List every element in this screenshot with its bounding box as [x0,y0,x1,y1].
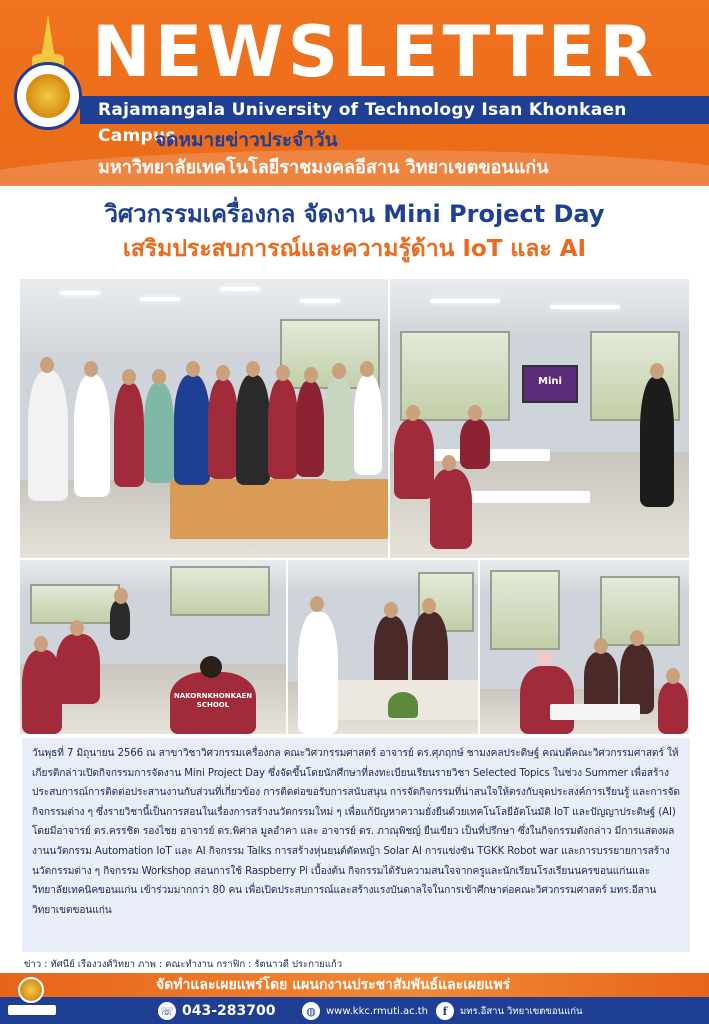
school-shirt-text: NAKORNKHONKAEN SCHOOL [170,672,256,734]
headline-main: วิศวกรรมเครื่องกล จัดงาน Mini Project Day [104,200,605,228]
article-paragraph: วันพุธที่ 7 มิถุนายน 2566 ณ สาขาวิชาวิศวกรรมเครื่องกล คณะวิศวกรรมศาสตร์ อาจารย์ ดร.ศุภฤกษ์ ชามงคลประดิษฐ์ คณบดีคณะวิศวกรรมศาสตร์ ให้เกียรติกล่าวเปิดกิจกรรมการจัดงาน Mini Project Day ซึ่งจัดขึ้นโดยนักศึกษาที่ลงทะเบียนเรียนรายวิชา Selected Topics ในช่วง Summer เพื่อสร้างประสบการณ์การติดต่อประสานงานกับส่วนที่เกี่ยวข้อง การติดต่อขอรับการสนับสนุน การจัดกิจกรรมที่น่าสนใจให้ตรงกับจุดประสงค์การเรียนรู้ และการจัดกิจกรรมต่าง ๆ ซึ่งรายวิชานี้เป็นการสอนในเรื่องการสร้างนวัตกรรมใหม่ ๆ เพื่อแก้ปัญหาความยั่งยืนด้วยเทคโนโลยีอัตโนมัติ IoT และปัญญาประดิษฐ์ (AI) โดยมีอาจารย์ ดร.ครรชิต รองไชย อาจารย์ ดร.พิศาล มูลอำคา และ อาจารย์ ดร. ภาณุพิชญ์ ยืนเขียว เป็นที่ปรึกษา ซึ่งในกิจกรรมดังกล่าว มีการแสดงผลงานนวัตกรรม Automation IoT และ AI กิจกรรม Talks การสร้างหุ่นยนต์ตัดหญ้า Solar AI การแข่งขัน TGKK Robot war และการบรรยายการสร้างนวัตกรรมต่าง ๆ กิจกรรม Workshop สอนการใช้ Raspberry Pi เบื้องต้น กิจกรรมได้รับความสนใจจากครูและนักเรียนโรงเรียนนครขอนแก่นและวิทยาลัยเทคนิคขอนแก่น เข้าร่วมมากกว่า 80 คน เพื่อเปิดประสบการณ์และสร้างแรงบันดาลใจในการเข้าศึกษาต่อคณะวิศวกรรมศาสตร์ มทร.อีสาน วิทยาเขตขอนแก่น [32,748,680,916]
newsletter-subtitle-th: จดหมายข่าวประจำวัน [155,129,338,151]
newsletter-title: NEWSLETTER [92,11,658,93]
website-link[interactable]: www.kkc.rmuti.ac.th [326,1005,429,1017]
footer-website[interactable] [302,1000,428,1022]
classroom-speaker-photo [390,279,689,558]
headline-sub: เสริมประสบการณ์และความรู้ด้าน IoT และ AI [122,236,587,262]
project-demo-photo [288,560,478,734]
article-body [22,738,690,952]
article-credits: ข่าว : ทัศนีย์ เรืองวงศ์วิทยา ภาพ : คณะทำงาน กราฟิก : รัตนาวดี ประกายแก้ว [24,959,343,970]
footer-logo-icon [8,977,56,1019]
footer-phone[interactable] [158,1000,275,1022]
phone-icon: ☏ [158,1002,176,1020]
group-photo [20,279,388,558]
university-seal-icon [6,10,90,140]
phone-number: 043-283700 [182,1003,276,1019]
facebook-page[interactable]: มทร.อีสาน วิทยาเขตขอนแก่น [460,1005,583,1017]
students-working-photo [480,560,689,734]
footer-facebook[interactable] [436,1000,582,1022]
university-name-en: Rajamangala University of Technology Isan Khonkaen Campus [98,100,627,146]
newsletter-footer [0,973,709,1024]
classroom-students-photo [20,560,286,734]
footer-title: จัดทำและเผยแพร่โดย แผนกงานประชาสัมพันธ์และเผยแพร่ [156,977,511,993]
university-name-th: มหาวิทยาลัยเทคโนโลยีราชมงคลอีสาน วิทยาเขตขอนแก่น [98,157,549,178]
newsletter-header [0,0,709,186]
facebook-icon: f [436,1002,454,1020]
projector-screen: Mini [522,365,578,403]
globe-icon: ◍ [302,1002,320,1020]
